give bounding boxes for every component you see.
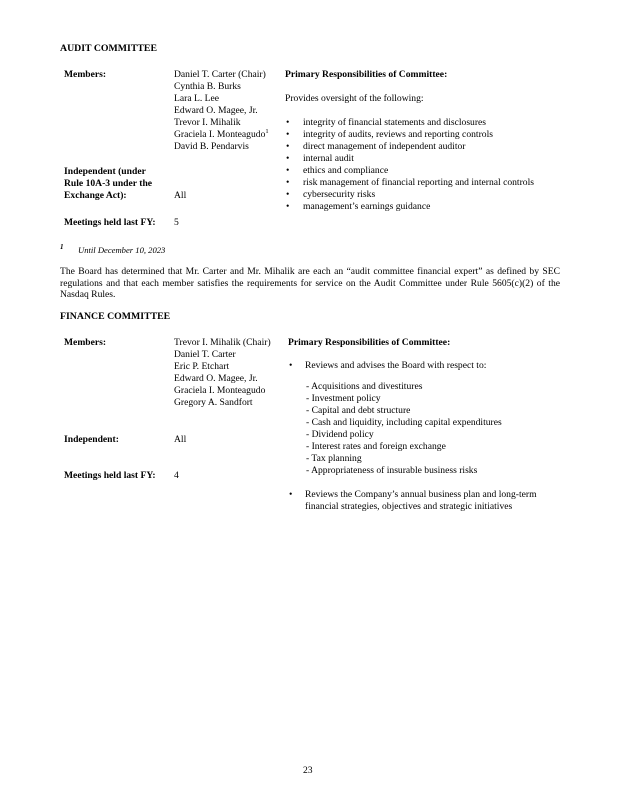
bullet-icon: • — [286, 165, 290, 176]
finance-responsibilities-title: Primary Responsibilities of Committee: — [288, 337, 451, 348]
bullet-icon: • — [286, 177, 290, 188]
audit-member — [174, 129, 269, 141]
finance-bullet-advises: Reviews and advises the Board with respect to: — [305, 360, 487, 371]
page-number: 23 — [303, 765, 313, 776]
finance-sub-item: - Capital and debt structure — [306, 405, 411, 416]
finance-member: Edward O. Magee, Jr. — [174, 373, 258, 384]
footnote-text: Until December 10, 2023 — [78, 245, 166, 255]
audit-expert-paragraph: The Board has determined that Mr. Carter and Mr. Mihalik are each an “audit committee financial expert” as defined by SEC regulations and that each member satisfies the requirements for service on the Audit Committee under Rule 5605(c)(2) of the Nasdaq Rules. — [60, 266, 560, 301]
audit-committee-heading: AUDIT COMMITTEE — [60, 43, 157, 54]
audit-responsibility-item: integrity of financial statements and disclosures — [303, 117, 487, 128]
audit-responsibility-item: integrity of audits, reviews and reporting controls — [303, 129, 493, 140]
finance-sub-item: - Appropriateness of insurable business risks — [306, 465, 478, 476]
finance-sub-item: - Dividend policy — [306, 429, 374, 440]
finance-bullet-business-plan: financial strategies, objectives and strategic initiatives — [305, 501, 513, 512]
bullet-icon: • — [289, 489, 293, 500]
audit-independent-label: Exchange Act): — [64, 190, 127, 201]
audit-independent-label: Rule 10A-3 under the — [64, 178, 153, 189]
finance-meetings-label: Meetings held last FY: — [64, 470, 156, 481]
audit-members-label: Members: — [64, 69, 107, 80]
audit-member: Lara L. Lee — [174, 93, 220, 104]
finance-member: Eric P. Etchart — [174, 361, 230, 372]
audit-responsibility-item: internal audit — [303, 153, 354, 164]
finance-independent-value: All — [174, 434, 187, 445]
finance-committee-heading: FINANCE COMMITTEE — [60, 311, 171, 322]
audit-member-name: Graciela I. Monteagudo — [174, 129, 266, 140]
audit-member: Trevor I. Mihalik — [174, 117, 241, 128]
audit-responsibility-item: cybersecurity risks — [303, 189, 376, 200]
finance-meetings-value: 4 — [174, 470, 179, 481]
audit-oversight-intro: Provides oversight of the following: — [285, 93, 424, 104]
bullet-icon: • — [289, 360, 293, 371]
footnote-number: 1 — [60, 243, 64, 251]
finance-independent-label: Independent: — [64, 434, 119, 445]
finance-member: Trevor I. Mihalik (Chair) — [174, 337, 271, 348]
finance-member: Graciela I. Monteagudo — [174, 385, 266, 396]
finance-sub-item: - Tax planning — [306, 453, 362, 464]
footnote-marker: 1 — [265, 128, 269, 135]
audit-responsibilities-title: Primary Responsibilities of Committee: — [285, 69, 448, 80]
bullet-icon: • — [286, 129, 290, 140]
audit-independent-value: All — [174, 190, 187, 201]
audit-meetings-label: Meetings held last FY: — [64, 217, 156, 228]
finance-member: Daniel T. Carter — [174, 349, 236, 360]
finance-sub-item: - Investment policy — [306, 393, 381, 404]
finance-member: Gregory A. Sandfort — [174, 397, 253, 408]
audit-member: David B. Pendarvis — [174, 141, 249, 152]
bullet-icon: • — [286, 153, 290, 164]
bullet-icon: • — [286, 189, 290, 200]
bullet-icon: • — [286, 141, 290, 152]
audit-responsibility-item: ethics and compliance — [303, 165, 389, 176]
audit-responsibility-item: direct management of independent auditor — [303, 141, 466, 152]
finance-bullet-business-plan: Reviews the Company’s annual business plan and long-term — [305, 489, 537, 500]
audit-responsibility-item: management’s earnings guidance — [303, 201, 431, 212]
audit-responsibility-item: risk management of financial reporting and internal controls — [303, 177, 534, 188]
finance-sub-item: - Acquisitions and divestitures — [306, 381, 423, 392]
bullet-icon: • — [286, 201, 290, 212]
audit-member: Cynthia B. Burks — [174, 81, 241, 92]
audit-member: Edward O. Magee, Jr. — [174, 105, 258, 116]
audit-member: Daniel T. Carter (Chair) — [174, 69, 266, 80]
finance-sub-item: - Interest rates and foreign exchange — [306, 441, 446, 452]
finance-members-label: Members: — [64, 337, 107, 348]
finance-sub-item: - Cash and liquidity, including capital expenditures — [306, 417, 502, 428]
audit-meetings-value: 5 — [174, 217, 179, 228]
audit-independent-label: Independent (under — [64, 166, 146, 177]
bullet-icon: • — [286, 117, 290, 128]
